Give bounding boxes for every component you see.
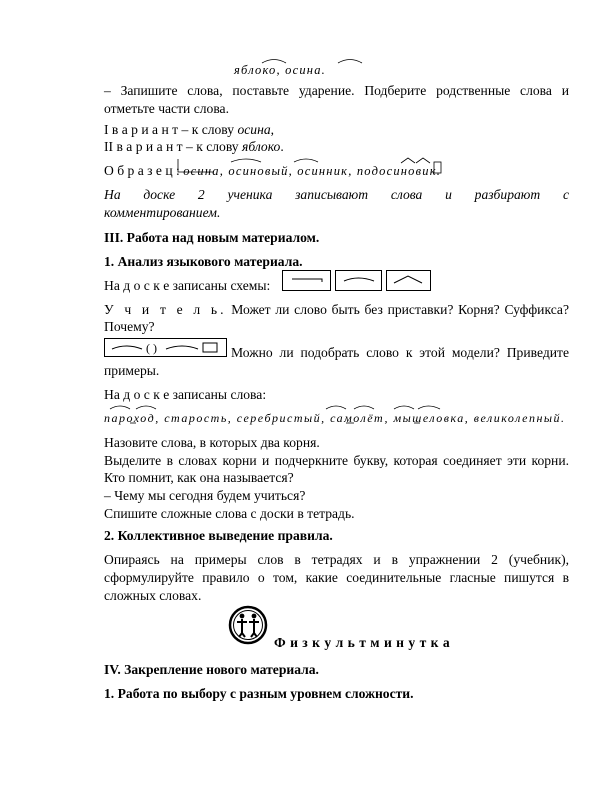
schemes-label: На д о с к е записаны схемы: xyxy=(104,278,271,293)
variant-2: II в а р и а н т – к слову яблоко. xyxy=(104,139,284,154)
task-line-1: – Запишите слова, поставьте ударение. Подберите родственные слова и xyxy=(104,83,569,98)
section-4-subsection-1: 1. Работа по выбору с разным уровнем сложности. xyxy=(104,686,414,701)
top-words: яблоко, осина. xyxy=(234,63,326,77)
word-model-scheme xyxy=(104,338,228,358)
question-3: – Чему мы сегодня будем учиться? xyxy=(104,488,306,503)
model-question-2: примеры. xyxy=(104,363,160,378)
sample-label: О б р а з е ц : xyxy=(104,163,180,178)
subsection-1-title: 1. Анализ языкового материала. xyxy=(104,254,303,269)
stress-arcs xyxy=(258,56,368,64)
rule-line-3: сложных словах. xyxy=(104,588,202,603)
physical-break-title: Ф и з к у л ь т м и н у т к а xyxy=(274,635,451,650)
people-in-circle-icon xyxy=(228,605,268,645)
root-marks xyxy=(104,402,544,426)
morpheme-marks xyxy=(176,156,446,178)
board-line-2: комментированием. xyxy=(104,205,221,220)
question-1: Назовите слова, в которых два корня. xyxy=(104,435,320,450)
words-label: На д о с к е записаны слова: xyxy=(104,387,267,402)
subsection-2-title: 2. Коллективное выведение правила. xyxy=(104,528,333,543)
rule-line-2: сформулируйте правило о том, какие соединительные гласные пишутся в xyxy=(104,570,569,585)
scheme-boxes xyxy=(282,270,432,292)
words-line: пароход, старость, серебристый, самолёт, мышеловка, великолепный. xyxy=(104,411,566,425)
teacher-line-2: Почему? xyxy=(104,319,155,334)
svg-text:( ): ( ) xyxy=(146,341,157,355)
variant-2-label: II в а р и а н т xyxy=(104,139,183,154)
teacher-label: У ч и т е л ь. xyxy=(104,302,227,317)
sample-words: осина, осиновый, осинник, подосиновик. xyxy=(183,164,442,178)
rule-line-1: Опираясь на примеры слов в тетрадях и в упражнении 2 (учебник), xyxy=(104,552,569,567)
section-3-title: III. Работа над новым материалом. xyxy=(104,230,320,245)
question-4: Спишите сложные слова с доски в тетрадь. xyxy=(104,506,355,521)
question-2-line-2: Кто помнит, как она называется? xyxy=(104,470,294,485)
board-line-1: На доске 2 ученика записывают слова и разбирают с xyxy=(104,187,569,202)
model-question-1: Можно ли подобрать слово к этой модели? Приведите xyxy=(231,345,569,360)
question-2-line-1: Выделите в словах корни и подчеркните букву, которая соединяет эти корни. xyxy=(104,453,569,468)
variant-1-label: I в а р и а н т xyxy=(104,122,179,137)
task-line-2: отметьте части слова. xyxy=(104,101,229,116)
variant-1: I в а р и а н т – к слову осина, xyxy=(104,122,275,137)
teacher-line-1: У ч и т е л ь. Может ли слово быть без приставки? Корня? Суффикса? xyxy=(104,302,569,317)
section-4-title: IV. Закрепление нового материала. xyxy=(104,662,319,677)
